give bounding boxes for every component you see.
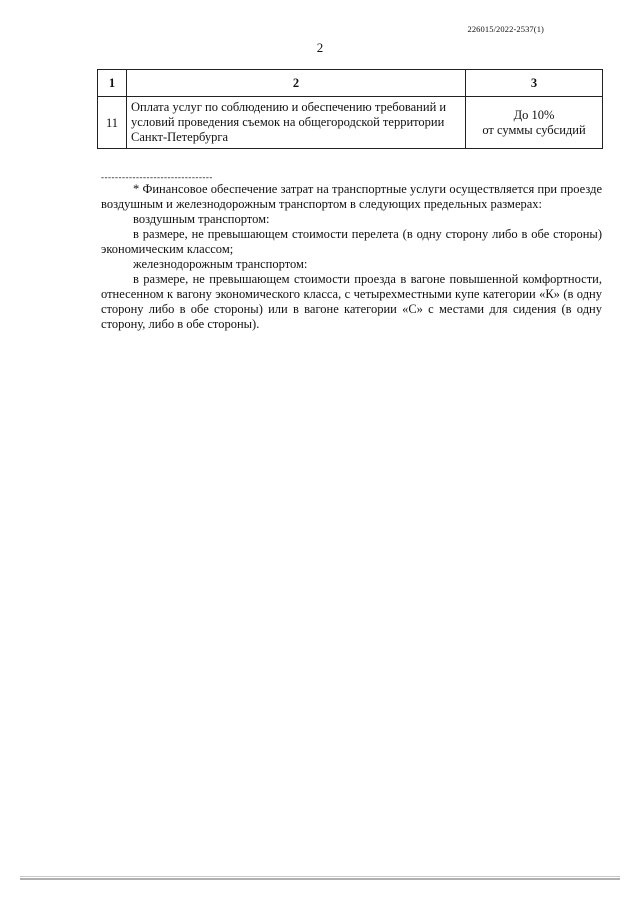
row-amount <box>466 97 603 149</box>
footnote-divider: -------------------------------- <box>101 172 213 182</box>
footnote-paragraph-air-heading: воздушным транспортом: <box>133 212 270 226</box>
row-description: Оплата услуг по соблюдению и обеспечению требований и условий проведения съемок на общегородской территории Санкт-Петербурга <box>127 97 466 149</box>
footnote-paragraph-rail-heading: железнодорожным транспортом: <box>133 257 308 271</box>
page-number: 2 <box>316 40 324 55</box>
row-amount-basis: от суммы субсидий <box>482 122 586 137</box>
column-header-1: 1 <box>98 70 127 97</box>
footnote-paragraph-rail-limit: в размере, не превышающем стоимости проезда в вагоне повышенной комфортности, отнесенном к вагону экономического класса, с четырехместными купе категории «К» (в одну сторону либо в обе стороны) или в вагоне категории «С» с местами для сидения (в одну сторону, либо в обе стороны). <box>101 272 602 331</box>
column-header-2: 2 <box>127 70 466 97</box>
document-id: 226015/2022-2537(1) <box>467 24 544 34</box>
row-number: 11 <box>98 97 127 149</box>
footnote <box>101 182 602 332</box>
row-amount-limit: До 10% <box>513 107 555 122</box>
footnote-paragraph-intro: * Финансовое обеспечение затрат на транспортные услуги осуществляется при проезде воздушным и железнодорожным транспортом в следующих предельных размерах: <box>101 182 602 211</box>
table-row <box>98 97 603 149</box>
scan-edge-line <box>20 878 620 880</box>
subsidy-table <box>97 69 603 149</box>
scan-edge-line <box>20 876 620 877</box>
table-header-row <box>98 70 603 97</box>
footnote-paragraph-air-limit: в размере, не превышающем стоимости перелета (в одну сторону либо в обе стороны) экономическим классом; <box>101 227 602 256</box>
column-header-3: 3 <box>466 70 603 97</box>
